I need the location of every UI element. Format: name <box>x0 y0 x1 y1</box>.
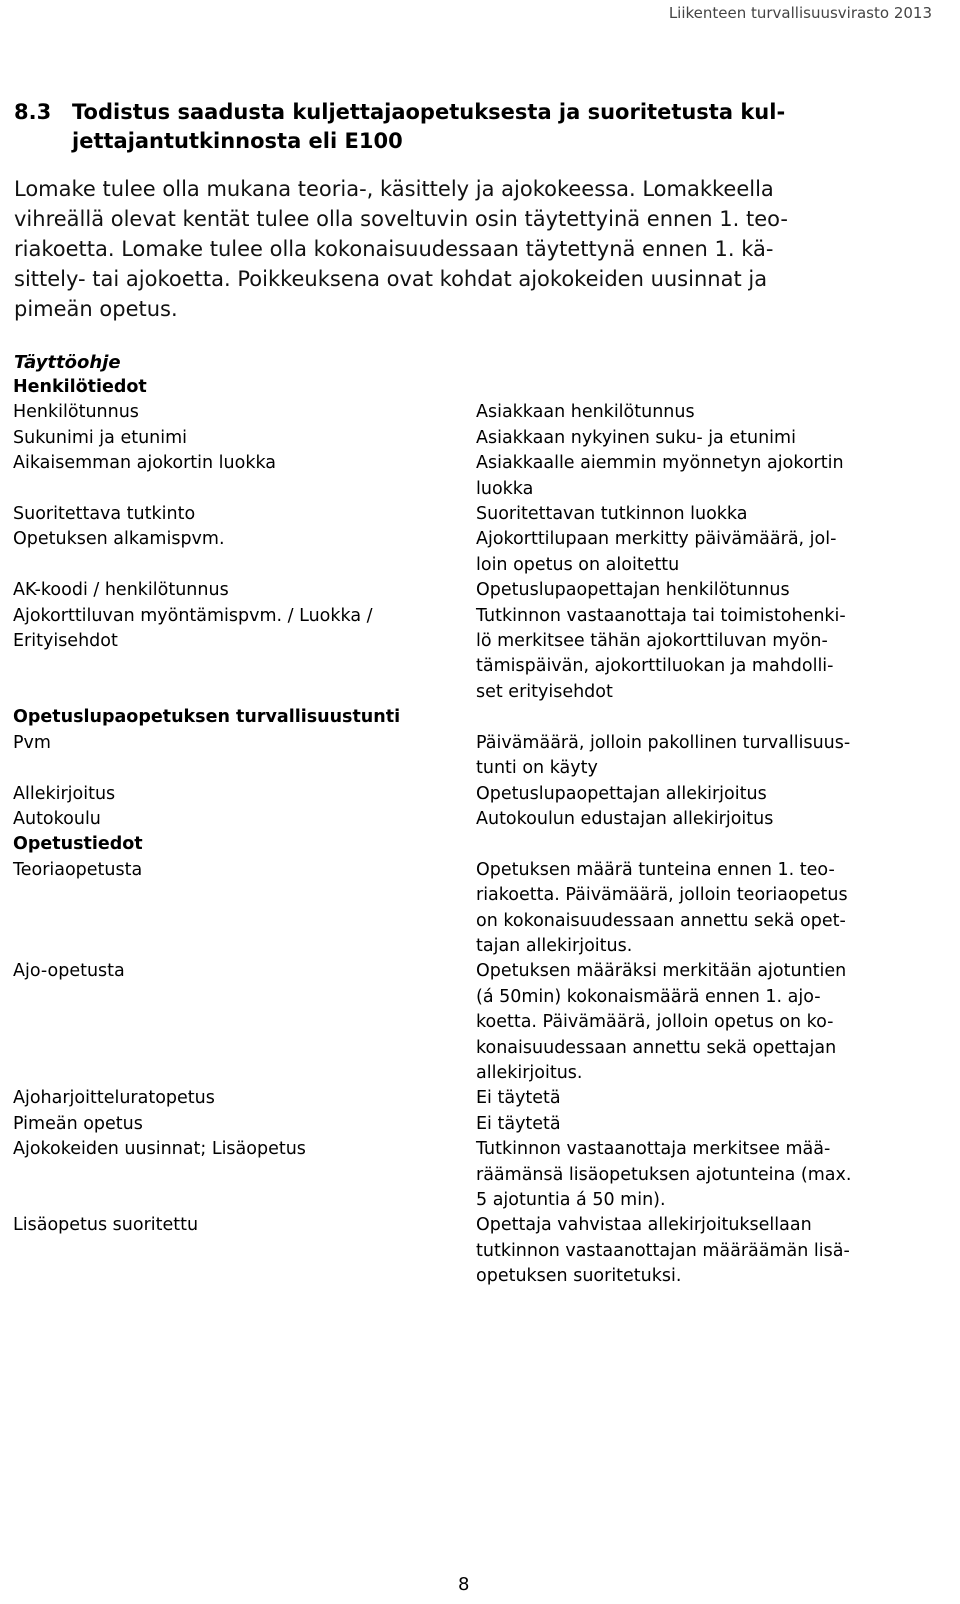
cell-line: Tutkinnon vastaanottaja tai toimistohenki- <box>476 605 846 626</box>
cell-line: Suoritettava tutkinto <box>13 504 196 525</box>
cell-line: konaisuudessaan annettu sekä opettajan <box>476 1037 837 1058</box>
table-row <box>4 502 936 527</box>
field-instruction <box>470 858 936 960</box>
cell-line: 5 ajotuntia á 50 min). <box>476 1190 666 1210</box>
cell-line: räämänsä lisäopetuksen ajotunteina (max. <box>476 1164 852 1185</box>
fill-instructions-title: Täyttöohje <box>14 352 121 373</box>
page-number: 8 <box>458 1574 470 1595</box>
cell-line: opetuksen suoritetuksi. <box>476 1266 682 1287</box>
intro-paragraph <box>14 174 944 324</box>
field-name <box>4 807 470 832</box>
table-row <box>4 527 936 578</box>
table-row <box>4 1112 936 1137</box>
cell-line: Aikaisemman ajokortin luokka <box>13 453 277 474</box>
cell-line: tutkinnon vastaanottajan määräämän lisä- <box>476 1240 850 1261</box>
field-instruction <box>470 502 936 527</box>
cell-line: tajan allekirjoitus. <box>476 935 633 956</box>
cell-line: tämispäivän, ajokorttiluokan ja mahdolli- <box>476 656 834 677</box>
cell-line: Opettaja vahvistaa allekirjoituksellaan <box>476 1215 812 1236</box>
cell-line: Erityisehdot <box>13 631 118 652</box>
cell-line: Asiakkaalle aiemmin myönnetyn ajokortin <box>476 453 844 474</box>
field-name <box>4 400 470 425</box>
field-instruction <box>470 527 936 578</box>
field-name <box>4 1112 470 1137</box>
running-header: Liikenteen turvallisuusvirasto 2013 <box>668 4 932 22</box>
intro-line: Lomake tulee olla mukana teoria-, käsittely ja ajokokeessa. Lomakkeella <box>14 177 774 201</box>
field-instruction <box>470 807 936 832</box>
intro-line: pimeän opetus. <box>14 297 178 321</box>
cell-line: loin opetus on aloitettu <box>476 554 680 575</box>
field-instruction <box>470 1213 936 1289</box>
section-title: Opetuslupaopetuksen turvallisuustunti <box>13 707 401 728</box>
cell-line: riakoetta. Päivämäärä, jolloin teoriaopetus <box>476 885 848 906</box>
section-title: Henkilötiedot <box>13 377 147 397</box>
cell-line: Ajokokeiden uusinnat; Lisäopetus <box>13 1139 306 1160</box>
cell-line: Tutkinnon vastaanottaja merkitsee mää- <box>476 1139 831 1160</box>
cell-line: Allekirjoitus <box>13 783 116 804</box>
field-instruction <box>470 400 936 425</box>
cell-line: Henkilötunnus <box>13 402 139 423</box>
cell-line: Autokoulu <box>13 808 101 829</box>
field-name <box>4 1213 470 1289</box>
field-name <box>4 578 470 603</box>
cell-line: Ei täytetä <box>476 1113 561 1134</box>
section-number: 8.3 <box>14 100 52 124</box>
table-row <box>4 400 936 425</box>
cell-line: Pvm <box>13 732 51 753</box>
field-name <box>4 782 470 807</box>
field-instruction <box>470 731 936 782</box>
cell-line: set erityisehdot <box>476 681 613 702</box>
table-row <box>4 426 936 451</box>
cell-line: Sukunimi ja etunimi <box>13 427 188 448</box>
table-row <box>4 1086 936 1111</box>
cell-line: koetta. Päivämäärä, jolloin opetus on ko- <box>476 1012 834 1033</box>
cell-line: Autokoulun edustajan allekirjoitus <box>476 808 774 829</box>
section-row <box>4 372 936 400</box>
cell-line: Lisäopetus suoritettu <box>13 1215 199 1236</box>
cell-line: (á 50min) kokonaismäärä ennen 1. ajo- <box>476 986 821 1007</box>
intro-line: riakoetta. Lomake tulee olla kokonaisuudessaan täytettynä ennen 1. kä- <box>14 237 774 261</box>
cell-line: Opetuslupaopettajan henkilötunnus <box>476 580 790 601</box>
table-row <box>4 1137 936 1213</box>
cell-line: Opetuksen määräksi merkitään ajotuntien <box>476 961 847 982</box>
section-title: Opetustiedot <box>13 834 143 855</box>
field-instruction <box>470 578 936 603</box>
cell-line: Ajokorttilupaan merkitty päivämäärä, jol- <box>476 529 837 550</box>
cell-line: luokka <box>476 478 534 499</box>
cell-line: on kokonaisuudessaan annettu sekä opet- <box>476 910 846 931</box>
cell-line: Opetuksen määrä tunteina ennen 1. teo- <box>476 859 835 880</box>
table-row <box>4 1213 936 1289</box>
field-name <box>4 959 470 1086</box>
field-instruction <box>470 782 936 807</box>
cell-line: Ajoharjoitteluratopetus <box>13 1088 215 1109</box>
cell-line: Ajo-opetusta <box>13 961 125 982</box>
section-row <box>4 705 936 730</box>
cell-line: Opetuksen alkamispvm. <box>13 529 225 550</box>
field-instruction <box>470 1137 936 1213</box>
field-name <box>4 527 470 578</box>
field-instruction <box>470 959 936 1086</box>
table-row <box>4 782 936 807</box>
table-row <box>4 451 936 502</box>
cell-line: AK-koodi / henkilötunnus <box>13 580 229 601</box>
section-row <box>4 832 936 857</box>
intro-line: vihreällä olevat kentät tulee olla soveltuvin osin täytettyinä ennen 1. teo- <box>14 207 788 231</box>
table-row <box>4 807 936 832</box>
table-row <box>4 604 936 706</box>
field-name <box>4 451 470 502</box>
cell-line: Opetuslupaopettajan allekirjoitus <box>476 783 767 804</box>
cell-line: Pimeän opetus <box>13 1113 143 1134</box>
field-instruction <box>470 604 936 706</box>
table-row <box>4 959 936 1086</box>
field-name <box>4 1137 470 1213</box>
cell-line: Suoritettavan tutkinnon luokka <box>476 504 748 525</box>
field-name <box>4 604 470 706</box>
field-instruction <box>470 1086 936 1111</box>
heading-line: jettajantutkinnosta eli E100 <box>72 129 403 153</box>
field-instruction <box>470 1112 936 1137</box>
field-name <box>4 426 470 451</box>
cell-line: Asiakkaan henkilötunnus <box>476 402 695 423</box>
cell-line: Asiakkaan nykyinen suku- ja etunimi <box>476 427 796 448</box>
field-name <box>4 502 470 527</box>
cell-line: lö merkitsee tähän ajokorttiluvan myön- <box>476 631 828 652</box>
field-name <box>4 731 470 782</box>
cell-line: Ajokorttiluvan myöntämispvm. / Luokka / <box>13 605 373 626</box>
cell-line: Teoriaopetusta <box>13 859 143 880</box>
intro-line: sittely- tai ajokoetta. Poikkeuksena ovat kohdat ajokokeiden uusinnat ja <box>14 267 768 291</box>
table-row <box>4 731 936 782</box>
cell-line: Päivämäärä, jolloin pakollinen turvallisuus- <box>476 732 851 753</box>
field-name <box>4 858 470 960</box>
fill-instructions-table <box>4 372 936 1290</box>
field-instruction <box>470 451 936 502</box>
cell-line: Ei täytetä <box>476 1088 561 1109</box>
section-heading <box>14 98 914 156</box>
field-name <box>4 1086 470 1111</box>
cell-line: tunti on käyty <box>476 758 598 779</box>
fill-instructions-body <box>4 372 936 1290</box>
cell-line: allekirjoitus. <box>476 1062 583 1083</box>
table-row <box>4 858 936 960</box>
heading-line: Todistus saadusta kuljettajaopetuksesta ja suoritetusta kul- <box>72 100 786 124</box>
table-row <box>4 578 936 603</box>
field-instruction <box>470 426 936 451</box>
